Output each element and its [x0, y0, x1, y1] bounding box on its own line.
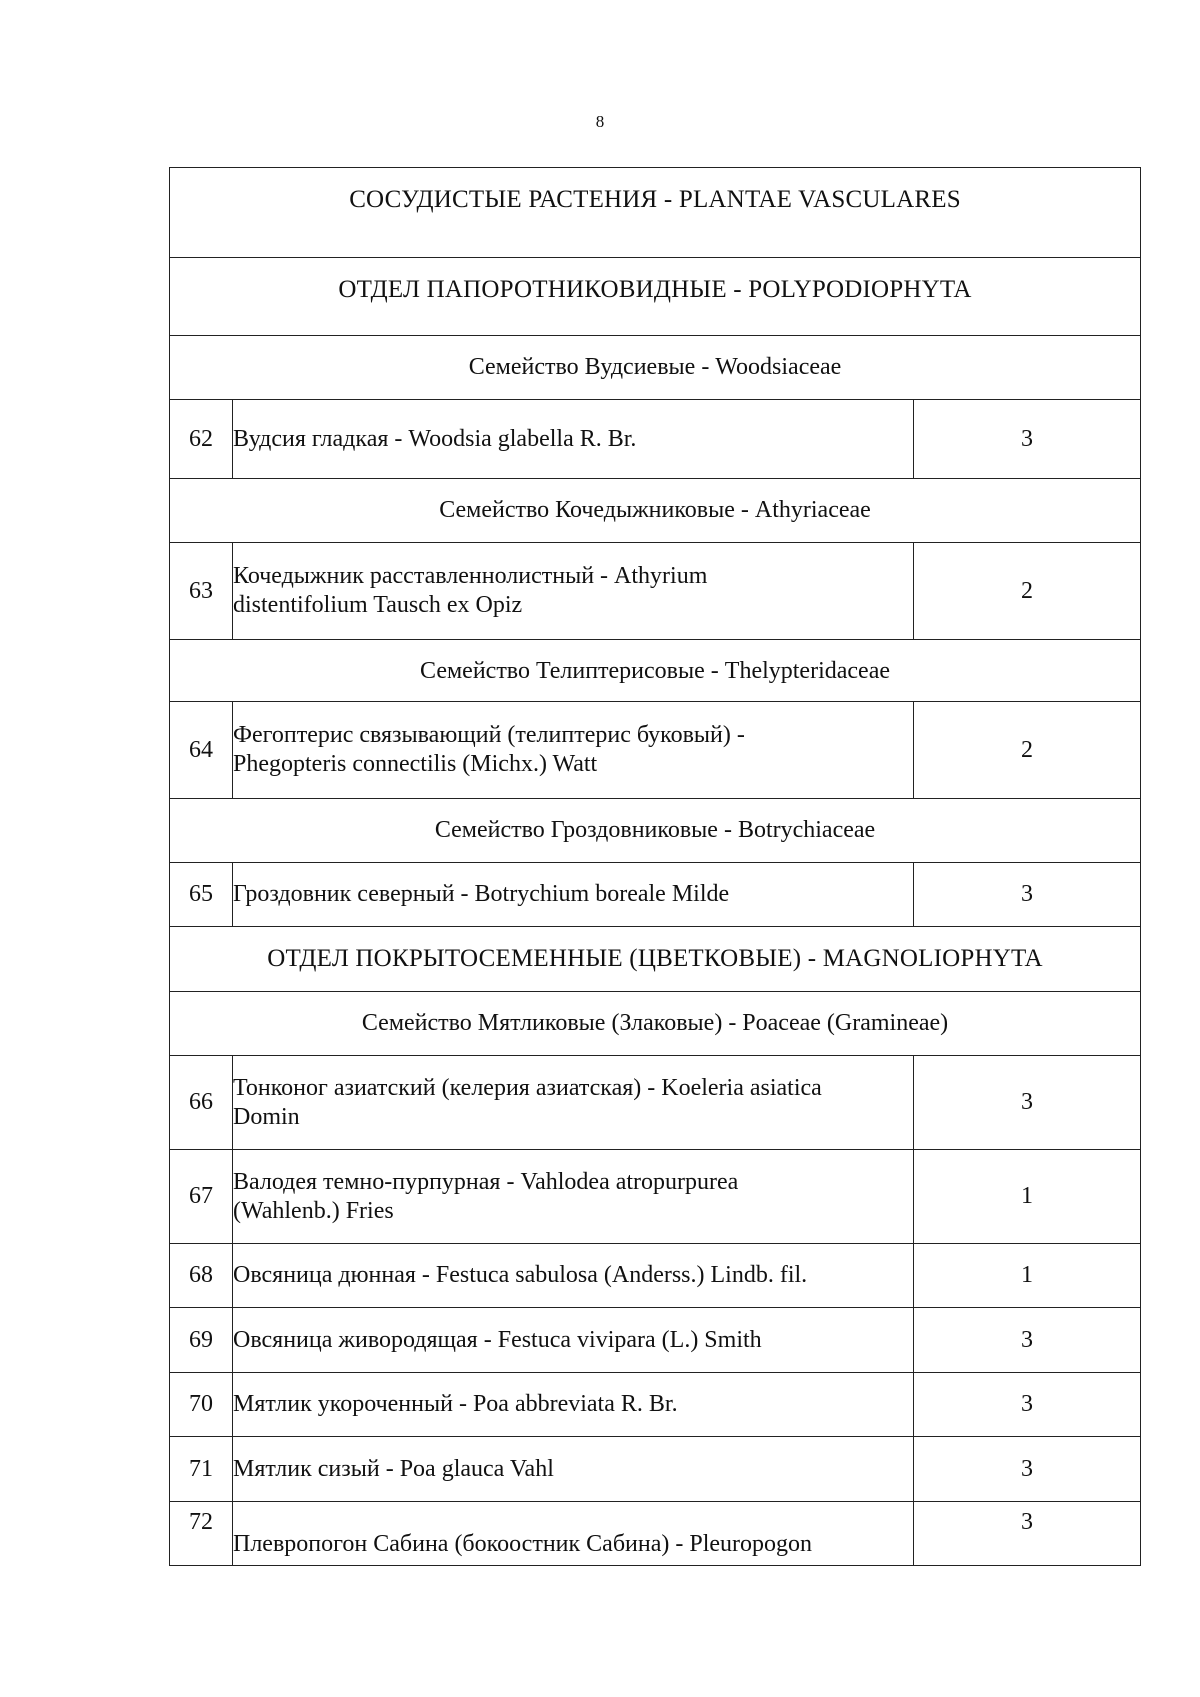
family-heading: [170, 640, 1141, 702]
rarity-category: 2: [914, 543, 1141, 640]
species-name: Овсяница живородящая - Festuca vivipara (L.) Smith: [233, 1308, 914, 1373]
species-name: Плевропогон Сабина (бокоостник Сабина) - Pleuropogon: [233, 1502, 914, 1566]
family-heading: [170, 992, 1141, 1056]
family-title: Семейство Кочедыжниковые - Athyriaceae: [170, 479, 1141, 543]
table-row: [170, 863, 1141, 927]
row-number: 65: [170, 863, 233, 927]
rarity-category: 1: [914, 1150, 1141, 1244]
table-row: [170, 1056, 1141, 1150]
row-number: 62: [170, 400, 233, 479]
species-name: Мятлик укороченный - Poa abbreviata R. Br.: [233, 1373, 914, 1437]
row-number: 69: [170, 1308, 233, 1373]
species-name: [233, 543, 914, 640]
group-heading: [170, 168, 1141, 258]
family-title: Семейство Вудсиевые - Woodsiaceae: [170, 336, 1141, 400]
species-name: [233, 1056, 914, 1150]
species-name: Овсяница дюнная - Festuca sabulosa (Anderss.) Lindb. fil.: [233, 1244, 914, 1308]
species-name-line: distentifolium Tausch ex Opiz: [233, 592, 523, 618]
species-name-line: Domin: [233, 1103, 300, 1130]
species-name-line: Фегоптерис связывающий (телиптерис буковый) -: [233, 722, 745, 748]
family-title: Семейство Телиптерисовые - Thelypteridaceae: [170, 640, 1141, 702]
species-name: Вудсия гладкая - Woodsia glabella R. Br.: [233, 400, 914, 479]
rarity-category: 3: [914, 400, 1141, 479]
group-title: ОТДЕЛ ПОКРЫТОСЕМЕННЫЕ (ЦВЕТКОВЫЕ) - MAGNOLIOPHYTA: [170, 927, 1141, 992]
species-name: [233, 702, 914, 799]
row-number: 66: [170, 1056, 233, 1150]
table-row: [170, 1150, 1141, 1244]
table-row: [170, 400, 1141, 479]
rarity-category: 3: [914, 1437, 1141, 1502]
table-row: [170, 1373, 1141, 1437]
row-number: 71: [170, 1437, 233, 1502]
species-name-line: (Wahlenb.) Fries: [233, 1197, 394, 1224]
table-row: [170, 1308, 1141, 1373]
group-title: СОСУДИСТЫЕ РАСТЕНИЯ - PLANTAE VASCULARES: [170, 168, 1141, 258]
rarity-category: 2: [914, 702, 1141, 799]
rarity-category: 3: [914, 1308, 1141, 1373]
table-row: [170, 702, 1141, 799]
row-number: 72: [170, 1502, 233, 1566]
rarity-category: 3: [914, 1373, 1141, 1437]
family-heading: [170, 799, 1141, 863]
table-row: [170, 1502, 1141, 1566]
group-heading: [170, 927, 1141, 992]
rarity-category: 3: [914, 863, 1141, 927]
row-number: 68: [170, 1244, 233, 1308]
species-name-line: Кочедыжник расставленнолистный - Athyrium: [233, 563, 708, 589]
family-heading: [170, 336, 1141, 400]
species-table: [169, 167, 1141, 1566]
species-name-line: Phegopteris connectilis (Michx.) Watt: [233, 751, 598, 777]
row-number: 64: [170, 702, 233, 799]
row-number: 63: [170, 543, 233, 640]
rarity-category: 1: [914, 1244, 1141, 1308]
family-heading: [170, 479, 1141, 543]
table-row: [170, 543, 1141, 640]
family-title: Семейство Мятликовые (Злаковые) - Poaceae (Gramineae): [170, 992, 1141, 1056]
group-title: ОТДЕЛ ПАПОРОТНИКОВИДНЫЕ - POLYPODIOPHYTA: [170, 258, 1141, 336]
family-title: Семейство Гроздовниковые - Botrychiaceae: [170, 799, 1141, 863]
species-name-line: Тонконог азиатский (келерия азиатская) - Koeleria asiatica: [233, 1074, 822, 1101]
row-number: 70: [170, 1373, 233, 1437]
table-row: [170, 1437, 1141, 1502]
table-row: [170, 1244, 1141, 1308]
species-name: [233, 1150, 914, 1244]
species-name: Гроздовник северный - Botrychium boreale Milde: [233, 863, 914, 927]
group-heading: [170, 258, 1141, 336]
row-number: 67: [170, 1150, 233, 1244]
page-number: 8: [595, 112, 605, 131]
species-name: Мятлик сизый - Poa glauca Vahl: [233, 1437, 914, 1502]
rarity-category: 3: [914, 1056, 1141, 1150]
rarity-category: 3: [914, 1502, 1141, 1566]
species-name-line: Валодея темно-пурпурная - Vahlodea atropurpurea: [233, 1168, 739, 1195]
